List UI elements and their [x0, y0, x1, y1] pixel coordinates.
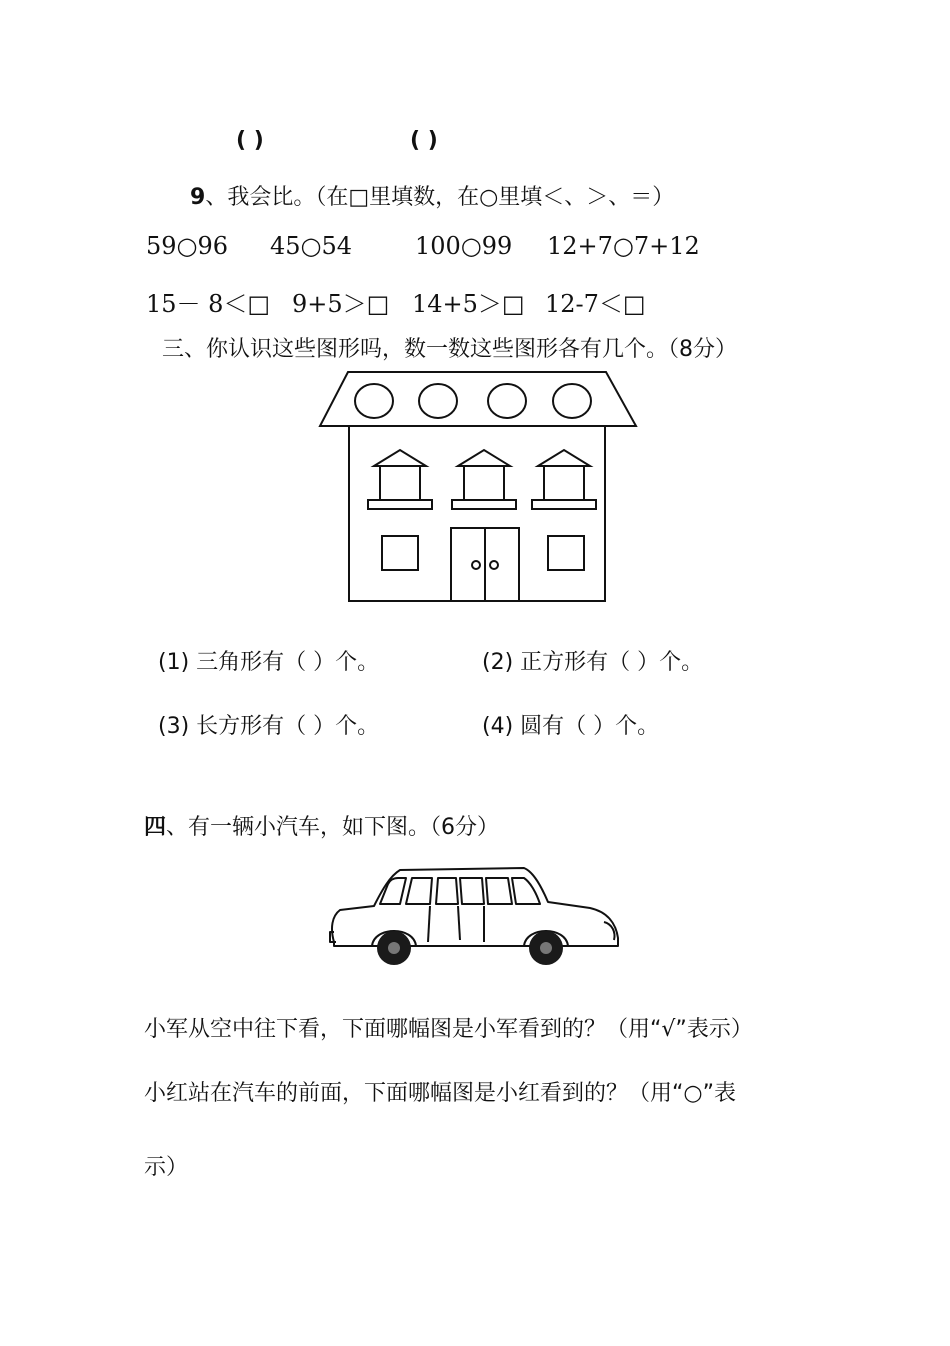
house-figure	[316, 368, 640, 608]
section4-number: 四	[144, 815, 167, 840]
q9-number: 9	[190, 185, 206, 210]
shape-count-square: (2) 正方形有（ ）个。	[482, 650, 704, 675]
shape-count-triangle: (1) 三角形有（ ）个。	[158, 650, 380, 675]
q9-heading	[190, 180, 674, 211]
compare-item: 59○96	[146, 232, 229, 260]
compare-item: 12+7○7+12	[547, 232, 700, 260]
compare-row	[0, 232, 950, 264]
answer-blank-1: ( )	[236, 128, 264, 153]
compare-item: 100○99	[415, 232, 513, 260]
section4-heading	[144, 810, 499, 841]
fill-item: 12-7＜□	[545, 290, 646, 318]
fill-item: 9+5＞□	[292, 290, 390, 318]
compare-item: 45○54	[270, 232, 353, 260]
question-top-view: 小军从空中往下看，下面哪幅图是小军看到的？（用“√”表示）	[144, 1017, 753, 1042]
fill-row	[0, 284, 950, 316]
answer-blank-2: ( )	[410, 128, 438, 153]
question-front-view-cont: 示）	[144, 1155, 189, 1180]
fill-item: 14+5＞□	[412, 290, 525, 318]
question-front-view: 小红站在汽车的前面，下面哪幅图是小红看到的？（用“○”表	[144, 1081, 736, 1106]
shape-count-circle: (4) 圆有（ ）个。	[482, 714, 660, 739]
car-figure	[328, 862, 622, 970]
section4-title: 、有一辆小汽车，如下图。（6分）	[166, 815, 500, 840]
section3-title: 三、你认识这些图形吗，数一数这些图形各有几个。（8分）	[162, 337, 737, 362]
q9-title: 、我会比。（在□里填数，在○里填＜、＞、＝）	[205, 185, 675, 210]
shape-count-rectangle: (3) 长方形有（ ）个。	[158, 714, 380, 739]
fill-item: 15－ 8＜□	[146, 290, 271, 318]
